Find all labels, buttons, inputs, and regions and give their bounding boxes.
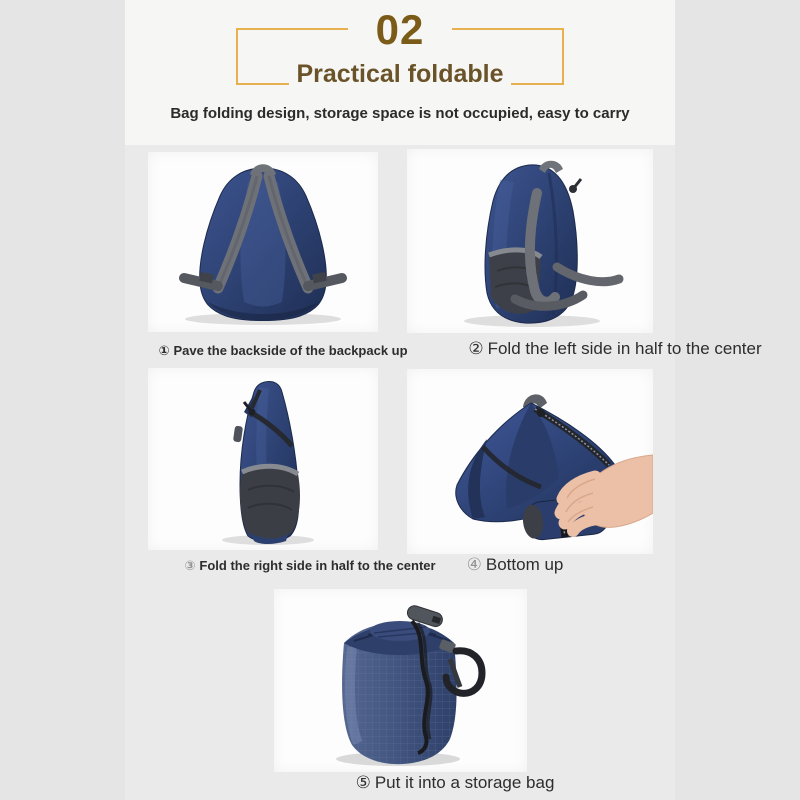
step1-number: ① bbox=[158, 343, 170, 358]
step5-photo-panel bbox=[274, 589, 527, 772]
step4-photo-panel bbox=[407, 369, 653, 554]
section-number: 02 bbox=[375, 6, 425, 53]
backpack-rolling-hand-photo bbox=[407, 369, 653, 554]
backpack-left-folded-photo bbox=[407, 149, 653, 333]
step5-caption bbox=[310, 773, 600, 793]
step3-label: Fold the right side in half to the center bbox=[199, 558, 436, 573]
section-subtitle: Bag folding design, storage space is not occupied, easy to carry bbox=[170, 105, 630, 122]
step1-photo-panel bbox=[148, 152, 378, 332]
step5-number: ⑤ bbox=[355, 773, 371, 792]
section-header bbox=[125, 0, 675, 145]
step2-caption bbox=[440, 339, 790, 359]
step4-number: ④ bbox=[466, 555, 482, 574]
step4-label: Bottom up bbox=[485, 555, 564, 574]
section-title: Practical foldable bbox=[296, 60, 504, 88]
step5-label: Put it into a storage bag bbox=[374, 773, 555, 792]
step2-photo-panel bbox=[407, 149, 653, 333]
backpack-right-folded-photo bbox=[148, 368, 378, 550]
step3-photo-panel bbox=[148, 368, 378, 550]
storage-bag-photo bbox=[274, 589, 527, 772]
step4-caption bbox=[410, 555, 620, 575]
step2-number: ② bbox=[468, 339, 484, 358]
step3-number: ③ bbox=[184, 558, 196, 573]
backpack-back-photo bbox=[148, 152, 378, 332]
step2-label: Fold the left side in half to the center bbox=[487, 339, 762, 358]
step1-label: Pave the backside of the backpack up bbox=[173, 343, 408, 358]
step1-caption bbox=[148, 343, 418, 359]
